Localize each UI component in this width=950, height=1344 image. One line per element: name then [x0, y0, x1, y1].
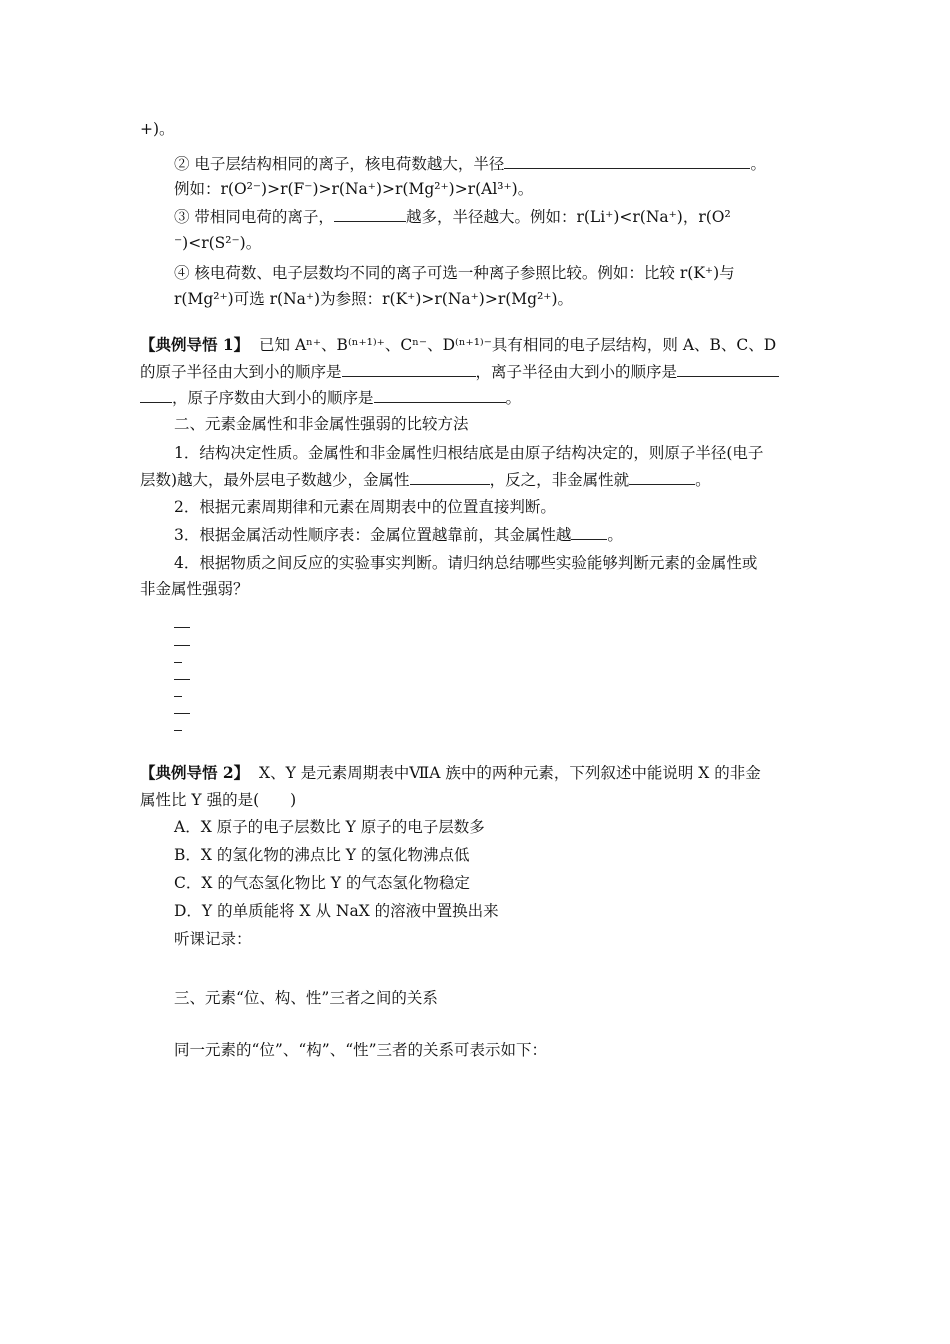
fill-blank[interactable] — [629, 468, 695, 485]
text-segment: 层数)越大，最外层电子数越少，金属性 — [140, 471, 410, 489]
example-label: 【典例导悟 1】 — [140, 335, 250, 354]
text-line: 同一元素的“位”、“构”、“性”三者的关系可表示如下： — [174, 1041, 548, 1059]
text-segment: ，反之，非金属性就 — [489, 471, 630, 489]
fill-blank[interactable] — [504, 152, 750, 169]
text-line — [174, 523, 623, 546]
section-heading: 三、元素“位、构、性”三者之间的关系 — [174, 989, 438, 1007]
text-line — [140, 762, 761, 784]
example-label: 【典例导悟 2】 — [140, 763, 250, 782]
text-line: 属性比 Y 强的是( ) — [140, 791, 297, 809]
text-segment: X、Y 是元素周期表中ⅦA 族中的两种元素，下列叙述中能说明 X 的非金 — [259, 764, 761, 782]
text-line: 例如：r(O²⁻)>r(F⁻)>r(Na⁺)>r(Mg²⁺)>r(Al³⁺)。 — [174, 180, 534, 198]
text-segment: ，原子序数由大到小的顺序是 — [172, 389, 374, 407]
text-line — [174, 152, 766, 175]
text-segment: 。 — [750, 155, 766, 173]
text-line: 非金属性强弱？ — [140, 580, 249, 598]
answer-line[interactable] — [174, 696, 182, 697]
text-segment: 。 — [505, 389, 522, 407]
notes-label: 听课记录： — [174, 930, 252, 948]
text-segment: ，离子半径由大到小的顺序是 — [475, 363, 678, 381]
text-segment: 已知 Aⁿ⁺、B⁽ⁿ⁺¹⁾⁺、Cⁿ⁻、D⁽ⁿ⁺¹⁾⁻具有相同的电子层结构，则 A、B、C、D — [259, 336, 777, 354]
text-line: 2．根据元素周期律和元素在周期表中的位置直接判断。 — [174, 498, 556, 516]
answer-line[interactable] — [174, 645, 190, 646]
text-segment: ② 电子层结构相同的离子，核电荷数越大，半径 — [174, 155, 505, 173]
answer-line[interactable] — [174, 662, 182, 663]
text-line — [140, 334, 776, 356]
option-d[interactable]: D．Y 的单质能将 X 从 NaX 的溶液中置换出来 — [174, 902, 499, 920]
option-a[interactable]: A．X 原子的电子层数比 Y 原子的电子层数多 — [174, 818, 485, 836]
text-line: 4．根据物质之间反应的实验事实判断。请归纳总结哪些实验能够判断元素的金属性或 — [174, 554, 758, 572]
option-c[interactable]: C．X 的气态氢化物比 Y 的气态氢化物稳定 — [174, 874, 470, 892]
text-segment: 越多，半径越大。例如：r(Li⁺)<r(Na⁺)，r(O² — [405, 208, 731, 226]
text-segment: ③ 带相同电荷的离子， — [174, 208, 334, 226]
fill-blank[interactable] — [571, 523, 607, 540]
option-b[interactable]: B．X 的氢化物的沸点比 Y 的氢化物沸点低 — [174, 846, 470, 864]
fill-blank[interactable] — [410, 468, 490, 485]
text-segment: 3．根据金属活动性顺序表：金属位置越靠前，其金属性越 — [174, 526, 572, 544]
text-line: 1．结构决定性质。金属性和非金属性归根结底是由原子结构决定的，则原子半径(电子 — [174, 444, 764, 462]
text-line: ④ 核电荷数、电子层数均不同的离子可选一种离子参照比较。例如：比较 r(K⁺)与 — [174, 264, 735, 282]
fill-blank[interactable] — [374, 386, 506, 403]
fill-blank[interactable] — [677, 360, 779, 377]
section-heading: 二、元素金属性和非金属性强弱的比较方法 — [174, 415, 469, 433]
fill-blank[interactable] — [342, 360, 476, 377]
text-line: ⁻)<r(S²⁻)。 — [174, 234, 262, 252]
text-line — [140, 386, 521, 409]
fill-blank[interactable] — [140, 386, 172, 403]
text-line — [140, 468, 711, 491]
answer-line[interactable] — [174, 627, 190, 628]
text-segment: 。 — [695, 471, 711, 489]
answer-line[interactable] — [174, 730, 182, 731]
text-line: +)。 — [140, 120, 175, 138]
text-segment: 。 — [607, 526, 623, 544]
answer-line[interactable] — [174, 679, 190, 680]
text-segment: 的原子半径由大到小的顺序是 — [140, 363, 342, 381]
text-line — [140, 360, 779, 383]
text-line: r(Mg²⁺)可选 r(Na⁺)为参照：r(K⁺)>r(Na⁺)>r(Mg²⁺)。 — [174, 290, 574, 308]
answer-line[interactable] — [174, 713, 190, 714]
fill-blank[interactable] — [334, 205, 406, 222]
text-line — [174, 205, 731, 228]
